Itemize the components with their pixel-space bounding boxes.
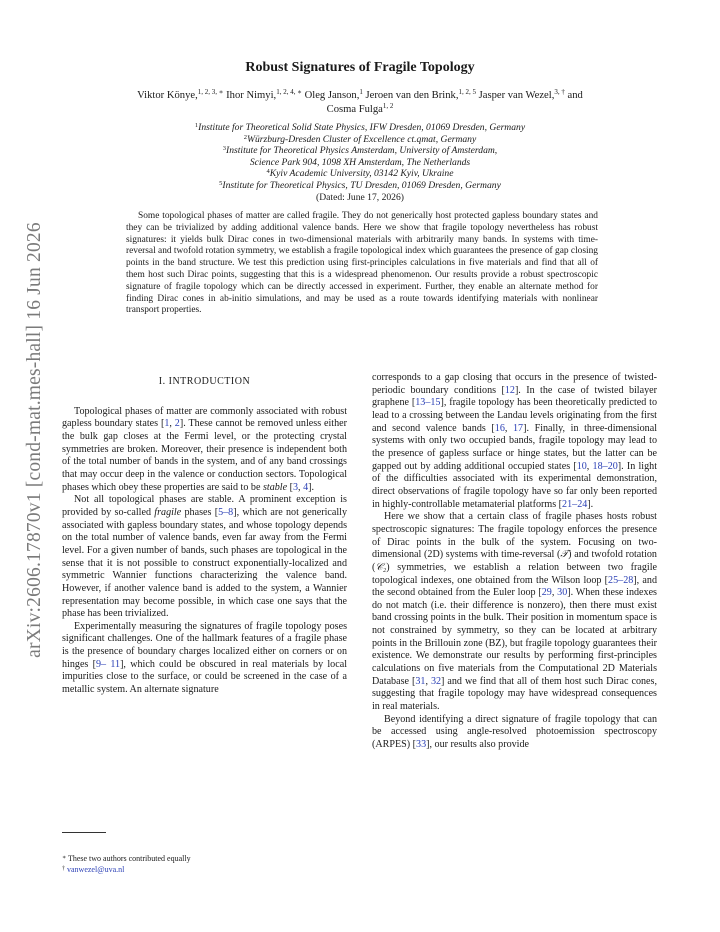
affiliation-text: Science Park 904, 1098 XH Amsterdam, The Netherlands [249,156,471,168]
body-paragraph [372,511,657,714]
emphasis-text: 𝒞₂ [375,561,387,573]
author-list [130,89,590,117]
citation-link[interactable]: 10 [576,460,587,472]
affiliation-mark: 4 [266,168,270,176]
footnote [62,854,347,865]
author-name: Ihor Nimyi, [226,90,277,101]
paragraph-text: ] and we find that all of them host such Dirac cones, suggesting that fragile topology may have widespread consequences in real materials. [372,675,657,713]
author-affiliation-mark: 1 [359,88,363,96]
affiliation-mark: 3 [222,145,227,153]
citation-link[interactable]: 31 [415,675,426,687]
paragraph-text: Here we show that a certain class of fragile phases hosts robust spectroscopic signatures: The fragile topology enforces the presence of Dirac points in the bulk of the system. Focusing on two-dimensional (2D) systems with time-reversal ( [372,511,657,561]
citation-link[interactable]: 18–20 [592,460,618,472]
footnote-rule [62,832,106,833]
affiliation-line [110,145,610,157]
affiliation-list [110,122,610,203]
citation-link[interactable]: 29 [541,587,552,599]
citation-link[interactable]: 17 [513,422,524,434]
author-name: Oleg Janson, [304,90,360,101]
body-paragraph [372,372,657,511]
paragraph-text: , [298,481,304,493]
citation-link[interactable]: 30 [557,587,568,599]
citation-link[interactable]: 1 [164,418,170,430]
affiliation-line [110,180,610,192]
affiliation-line [110,157,610,169]
paragraph-text: ]. When these indexes do not match (i.e. their difference is nonzero), then there must exist band crossing points in the bulk. Their position in momentum space is not constrained by symmetry, so they can be located at arbitrary points in the Brillouin zone (BZ), but fragile topology guarantees their existence. We demonstrate our results by performing first-principles calculations on five materials from the Computational 2D Materials Database [ [372,587,657,687]
paper-title: Robust Signatures of Fragile Topology [245,60,475,75]
paragraph-text: ]. Finally, in three-dimensional systems with only two occupied bands, fragile topology may lead to the presence of gapless surface or hinge states, but the latter can be gapped out by adding additional occupied states [ [372,422,657,472]
paragraph-text: ], our results also provide [426,739,530,751]
affiliation-line [110,122,610,134]
paragraph-text: ]. [587,498,594,510]
citation-link[interactable]: 2 [174,418,180,430]
affiliation-text: Institute for Theoretical Physics, TU Dresden, 01069 Dresden, Germany [222,179,501,191]
paragraph-text: , [425,675,431,687]
paragraph-text: Beyond identifying a direct signature of fragile topology that can be accessed using angle-resolved photoemission spectroscopy (ARPES) [ [372,713,657,751]
paragraph-text: ) symmetries, we establish a relation between two fragile topological indexes, one obtained from the Wilson loop [ [372,561,657,586]
citation-link[interactable]: 5–8 [218,506,234,518]
emphasis-text: fragile [154,506,182,518]
dated-line: (Dated: June 17, 2026) [316,191,404,203]
citation-link[interactable]: 4 [303,481,309,493]
paragraph-text: , [169,418,175,430]
footnote-text: These two authors contributed equally [67,854,191,863]
paragraph-text: ]. In the case of twisted bilayer graphene [ [372,384,657,409]
paragraph-text: , [504,422,513,434]
paragraph-text: ]. In light of the difficulties associated with its experimental demonstration, direct observations of fragile topology have so far only been reported in highly-controllable metamaterial platforms [ [372,460,658,510]
paragraph-text: ], which are not generically associated with gapless boundary states, and whose topology depends on the total number of valence bands, even far away from the Fermi level. For a given number of bands, such phases are topological in the sense that it is not possible to construct exponentially-localized and symmetric Wannier functions characterizing the valence band. However, if another valence band is added to the system, a Wannier representation may become possible, in which case one says that the phase has been trivialized. [62,506,347,620]
affiliation-text: Institute for Theoretical Physics Amsterdam, University of Amsterdam, [226,145,498,157]
left-column [62,372,347,697]
paragraph-text: ], and the second obtained from the Euler loop [ [372,574,658,599]
affiliation-line [110,134,610,146]
affiliation-line [110,168,610,180]
paragraph-text: ], which could be obscured in real materials by local impurities close to the surface, or could be screened in the case of a metallic system. An alternate signature [62,658,347,696]
section-heading: I. INTRODUCTION [158,376,251,387]
affiliation-mark: 1 [194,122,199,129]
footnotes [62,854,347,875]
arxiv-identifier-text: arXiv:2606.17870v1 [cond-mat.mes-hall] 16 Jun 2026 [24,222,45,658]
citation-link[interactable]: 21–24 [562,498,588,510]
author-name: Viktor Könye, [137,90,198,101]
body-paragraph [62,494,347,621]
paragraph-text: ) and twofold rotation ( [372,549,657,573]
affiliation-mark: 5 [219,179,223,187]
paragraph-text: ]. These cannot be removed unless either the bulk gap closes at the Fermi level, or the protecting crystal symmetries are broken. Moreover, their presence is independent both of the total number of bands in the system, and of any band crossings that may occur deep in the valence or conduction sectors. Topological phases which obey these properties are said to be [62,418,347,493]
paragraph-text: Not all topological phases are stable. A prominent exception is provided by so-called [62,494,347,518]
body-paragraph [62,406,347,495]
citation-link[interactable]: 9– 11 [95,658,121,670]
paragraph-text: Topological phases of matter are commonly associated with robust gapless boundary states [ [62,405,347,430]
affiliation-text: Institute for Theoretical Solid State Physics, IFW Dresden, 01069 Dresden, Germany [198,122,526,133]
affiliation-mark: 2 [243,133,247,141]
paragraph-text: ]. [308,481,315,493]
author-affiliation-mark: 1, 2, 5 [458,88,476,96]
footnote-mark: ∗ [62,855,67,861]
paragraph-text: phases [ [181,506,219,518]
footnote [62,865,347,876]
emphasis-text: 𝒯 [560,549,569,561]
author-name: Jeroen van den Brink, [365,90,459,101]
paragraph-text: , [551,587,558,599]
affiliation-text: Würzburg-Dresden Cluster of Excellence ct.qmat, Germany [247,133,477,145]
affiliation-text: Kyiv Academic University, 03142 Kyiv, Ukraine [269,168,454,180]
citation-link[interactable]: 16 [494,422,505,434]
author-affiliation-mark: 1, 2, 4, ∗ [276,88,302,96]
citation-link[interactable]: 32 [430,675,442,687]
emphasis-text: stable [262,481,288,493]
paragraph-text: ], fragile topology has been theoretically predicted to lead to a crossing between the Landau levels originating from the first and second valence bands [ [372,397,657,434]
paragraph-text: , [586,460,593,472]
citation-link[interactable]: 13–15 [415,397,441,409]
paragraph-text: [ [287,481,293,493]
footnote-mark: † [62,865,65,872]
paragraph-text: corresponds to a gap closing that occurs in the presence of twisted-periodic boundary conditions [ [372,372,657,396]
abstract-text: Some topological phases of matter are called fragile. They do not generically host protected gapless boundary states and they can be trivialized by adding additional valence bands. Here we show that fragile topology nevertheless has robust signatures: it yields bulk Dirac cones in two-dimensional materials with arbitrarily many bands. In systems with time-reversal and twofold rotation symmetry, we establish a fragile topological index which guarantees the presence of gap closing points in the band structure. We test this prediction using first-principles calculations in five materials and find that all of them host such Dirac points, suggesting that this is a widespread phenomenon. Our results provide a robust spectroscopic signature of fragile topology which can be directly accessed in experiment. Further, they enable an alternate method for finding Dirac cones in ab-initio simulations, and may be used as a route towards identifying materials with nonlinear transport properties. [126,211,598,316]
abstract [126,211,598,317]
citation-link[interactable]: 25–28 [608,574,634,586]
author-affiliation-mark: 1, 2 [382,102,394,110]
email-link[interactable]: vanwezel@uva.nl [67,864,125,874]
body-paragraph [372,714,657,752]
author-affiliation-mark: 1, 2, 3, ∗ [197,88,224,96]
arxiv-identifier [20,200,50,680]
paragraph-text: Experimentally measuring the signatures of fragile topology poses significant challenges. One of the hallmark features of a fragile phase is the presence of boundary charges localized either on corners or on hinges [ [62,620,347,670]
body-paragraph [62,621,347,697]
right-column [372,372,657,752]
author-name: and Cosma Fulga [326,90,583,115]
citation-link[interactable]: 12 [504,384,515,396]
citation-link[interactable]: 33 [416,739,427,751]
author-affiliation-mark: 3, † [554,88,565,96]
citation-link[interactable]: 3 [292,481,299,493]
author-name: Jasper van Wezel, [478,90,555,101]
